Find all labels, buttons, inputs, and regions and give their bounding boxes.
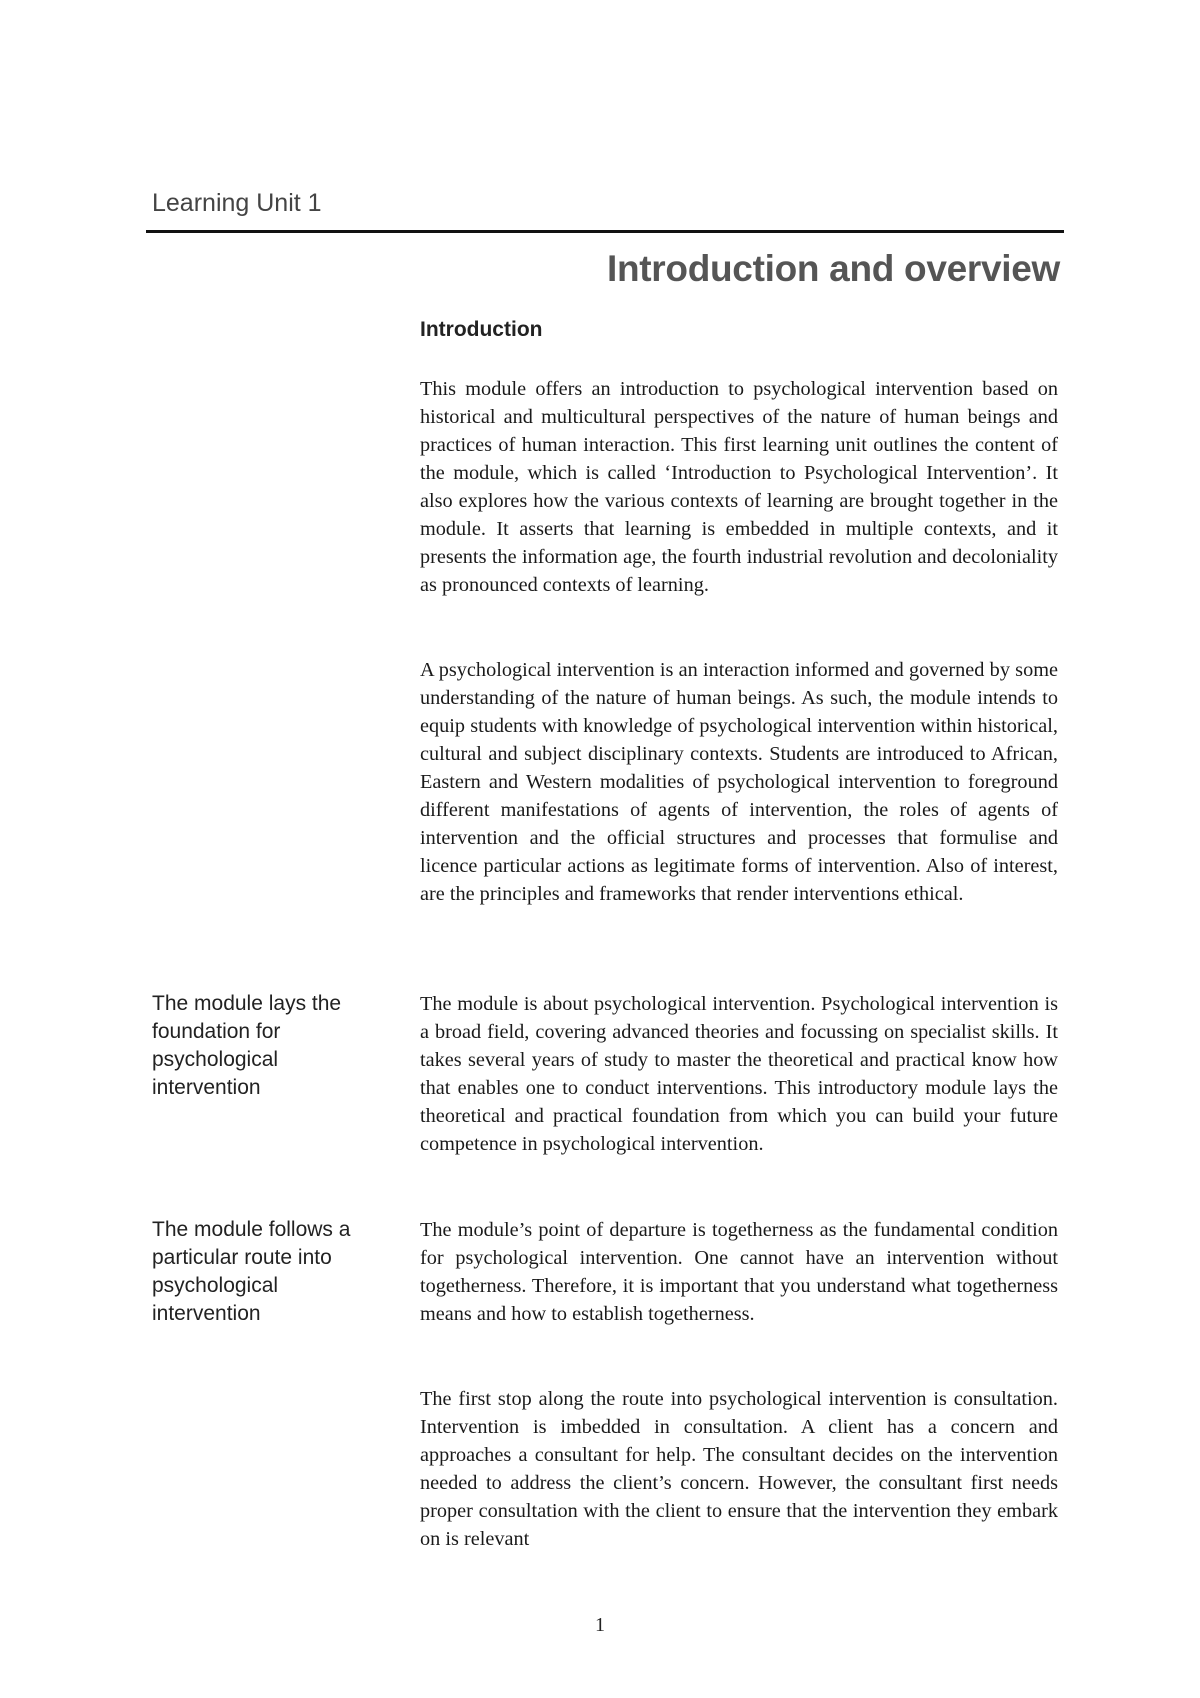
paragraph-5: The first stop along the route into psychological intervention is consultation. Intervention is imbedded in consultation. A client has a concern and approaches a consultant for help. The consultant decides on the intervention needed to address the client’s concern. However, the consultant first needs proper consultation with the client to ensure that the intervention they embark on is relevant — [420, 1388, 1058, 1550]
paragraph-4: The module’s point of departure is togetherness as the fundamental condition for psychological intervention. One cannot have an intervention without togetherness. Therefore, it is important that you understand what togetherness means and how to establish togetherness. — [420, 1219, 1058, 1325]
paragraph-2: A psychological intervention is an interaction informed and governed by some understanding of the nature of human beings. As such, the module intends to equip students with knowledge of psychological intervention within historical, cultural and subject disciplinary contexts. Students are introduced to African, Eastern and Western modalities of psychological intervention to foreground different manifestations of agents of intervention, the roles of agents of intervention and the official structures and processes that formulise and licence particular actions as legitimate forms of intervention. Also of interest, are the principles and frameworks that render interventions ethical. — [420, 659, 1058, 905]
page-title: Introduction and overview — [607, 248, 1060, 289]
learning-unit-label: Learning Unit 1 — [152, 189, 322, 217]
section-heading-introduction: Introduction — [420, 318, 543, 341]
margin-note-foundation: The module lays the foundation for psychological intervention — [152, 992, 342, 1099]
page-number: 1 — [595, 1614, 605, 1636]
margin-note-route: The module follows a particular route into psychological intervention — [152, 1218, 351, 1325]
paragraph-3: The module is about psychological intervention. Psychological intervention is a broad field, covering advanced theories and focussing on specialist skills. It takes several years of study to master the theoretical and practical know how that enables one to conduct interventions. This introductory module lays the theoretical and practical foundation from which you can build your future competence in psychological intervention. — [420, 993, 1058, 1155]
paragraph-1: This module offers an introduction to psychological intervention based on historical and multicultural perspectives of the nature of human beings and practices of human interaction. This first learning unit outlines the content of the module, which is called ‘Introduction to Psychological Intervention’. It also explores how the various contexts of learning are brought together in the module. It asserts that learning is embedded in multiple contexts, and it presents the information age, the fourth industrial revolution and decoloniality as pronounced contexts of learning. — [420, 378, 1058, 596]
header-divider — [146, 230, 1064, 233]
